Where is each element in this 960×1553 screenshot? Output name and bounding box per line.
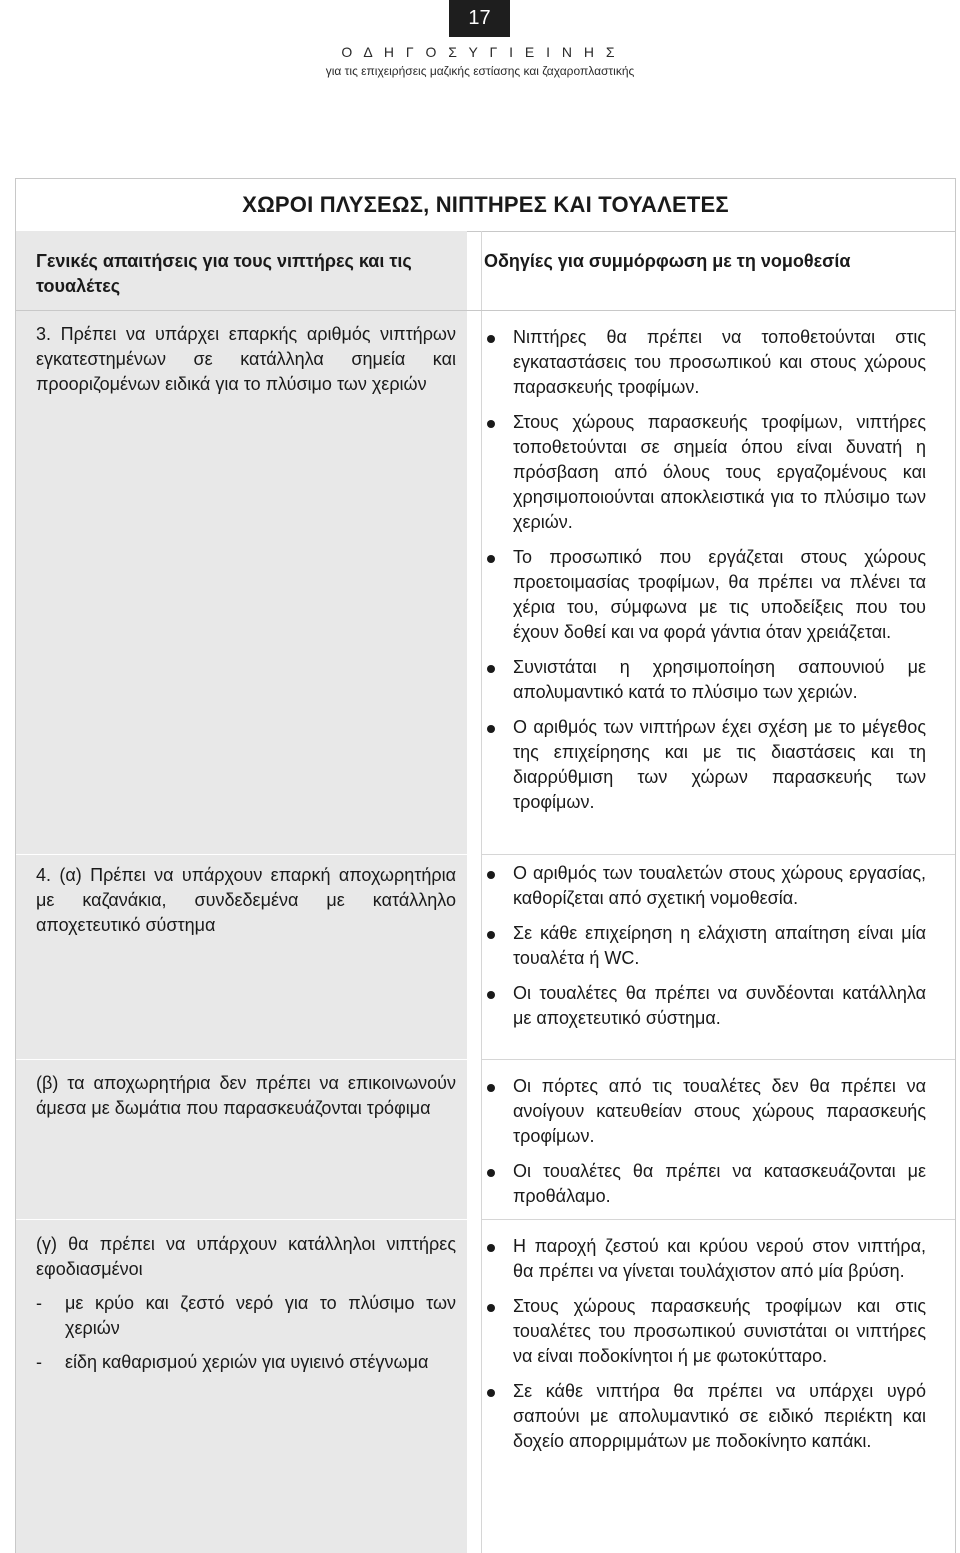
guidance-list-handwashing <box>484 325 926 825</box>
list-item <box>36 1291 456 1341</box>
list-item <box>484 981 926 1031</box>
requirement-3: 3. Πρέπει να υπάρχει επαρκής αριθμός νιπτήρων εγκατεστημένων σε κατάλληλα σημεία και προοριζομένων ειδικά για το πλύσιμο των χεριών <box>36 324 456 394</box>
page-number: 17 <box>449 0 510 37</box>
bullet-icon <box>487 420 495 428</box>
list-item <box>484 861 926 911</box>
list-item-text: Συνιστάται η χρησιμοποίηση σαπουνιού με απολυμαντικό κατά το πλύσιμο των χεριών. <box>513 657 926 702</box>
list-item <box>484 1159 926 1209</box>
guide-subtitle: για τις επιχειρήσεις μαζικής εστίασης και ζαχαροπλαστικής <box>325 64 635 78</box>
dash-marker: - <box>36 1352 42 1372</box>
requirements-table <box>15 178 956 1553</box>
bullet-icon <box>487 665 495 673</box>
section-title: ΧΩΡΟΙ ΠΛΥΣΕΩΣ, ΝΙΠΤΗΡΕΣ ΚΑΙ ΤΟΥΑΛΕΤΕΣ <box>16 179 955 232</box>
guidance-heading: Οδηγίες για συμμόρφωση με τη νομοθεσία <box>484 251 851 271</box>
bullet-icon <box>487 991 495 999</box>
guidance-list-toilets <box>484 861 926 1041</box>
list-item-text: Στους χώρους παρασκευής τροφίμων, νιπτήρες τοποθετούνται σε σημεία όπου είναι δυνατή η πρόσβαση από όλους τους εργαζομένους και χρησιμοποιούνται αποκλειστικά για το πλύσιμο των χεριών. <box>513 412 926 532</box>
bullet-icon <box>487 871 495 879</box>
column-divider <box>481 231 482 1553</box>
row-divider <box>482 1059 955 1060</box>
list-item-text: Σε κάθε επιχείρηση η ελάχιστη απαίτηση είναι μία τουαλέτα ή WC. <box>513 923 926 968</box>
bullet-icon <box>487 1169 495 1177</box>
requirement-4c-text: (γ) θα πρέπει να υπάρχουν κατάλληλοι νιπτήρες εφοδιασμένοι <box>36 1234 456 1279</box>
bullet-icon <box>487 1304 495 1312</box>
bullet-icon <box>487 335 495 343</box>
list-item-text: Οι πόρτες από τις τουαλέτες δεν θα πρέπει να ανοίγουν κατευθείαν στους χώρους παρασκευής τροφίμων. <box>513 1076 926 1146</box>
bullet-icon <box>487 931 495 939</box>
row-divider <box>16 1059 467 1060</box>
dash-marker: - <box>36 1293 42 1313</box>
bullet-icon <box>487 555 495 563</box>
list-item <box>484 1234 926 1284</box>
list-item <box>484 410 926 535</box>
list-item-text: Ο αριθμός των νιπτήρων έχει σχέση με το μέγεθος της επιχείρησης και με τις διαστάσεις και τη διαρρύθμιση των χώρων παρασκευής των τροφίμων. <box>513 717 926 812</box>
list-item <box>484 1379 926 1454</box>
requirement-4b: (β) τα αποχωρητήρια δεν πρέπει να επικοινωνούν άμεσα με δωμάτια που παρασκευάζονται τρόφιμα <box>36 1073 456 1118</box>
list-item <box>36 1350 456 1375</box>
guidance-list-toilet-doors <box>484 1074 926 1219</box>
guide-title: Ο Δ Η Γ Ο Σ Υ Γ Ι Ε Ι Ν Η Σ <box>341 44 619 60</box>
row-divider <box>482 854 955 855</box>
list-item-text: Οι τουαλέτες θα πρέπει να κατασκευάζονται με προθάλαμο. <box>513 1161 926 1206</box>
row-divider <box>16 1219 467 1220</box>
list-item <box>484 1294 926 1369</box>
list-item-text: Ο αριθμός των τουαλετών στους χώρους εργασίας, καθορίζεται από σχετική νομοθεσία. <box>513 863 926 908</box>
row-divider <box>16 854 467 855</box>
bullet-icon <box>487 1389 495 1397</box>
list-item <box>484 545 926 645</box>
guidance-list-washbasins <box>484 1234 926 1464</box>
list-item-text: Η παροχή ζεστού και κρύου νερού στον νιπτήρα, θα πρέπει να γίνεται τουλάχιστον από μία βρύση. <box>513 1236 926 1281</box>
list-item <box>484 1074 926 1149</box>
heading-divider <box>16 310 955 311</box>
requirement-4a: 4. (α) Πρέπει να υπάρχουν επαρκή αποχωρητήρια με καζανάκια, συνδεδεμένα με κατάλληλο αποχετευτικό σύστημα <box>36 865 456 935</box>
list-item-text: Σε κάθε νιπτήρα θα πρέπει να υπάρχει υγρό σαπούνι με απολυμαντικό σε ειδικό περιέκτη και δοχείο απορριμμάτων με ποδοκίνητο καπάκι. <box>513 1381 926 1451</box>
list-item <box>484 655 926 705</box>
requirements-heading: Γενικές απαιτήσεις για τους νιπτήρες και τις τουαλέτες <box>36 251 412 296</box>
list-item-text: είδη καθαρισμού χεριών για υγιεινό στέγνωμα <box>65 1352 429 1372</box>
bullet-icon <box>487 725 495 733</box>
list-item-text: Νιπτήρες θα πρέπει να τοποθετούνται στις εγκαταστάσεις του προσωπικού και στους χώρους παρασκευής τροφίμων. <box>513 327 926 397</box>
list-item <box>484 715 926 815</box>
list-item <box>484 921 926 971</box>
list-item-text: με κρύο και ζεστό νερό για το πλύσιμο των χεριών <box>65 1293 456 1338</box>
row-divider <box>482 1219 955 1220</box>
list-item-text: Οι τουαλέτες θα πρέπει να συνδέονται κατάλληλα με αποχετευτικό σύστημα. <box>513 983 926 1028</box>
list-item <box>484 325 926 400</box>
bullet-icon <box>487 1084 495 1092</box>
list-item-text: Το προσωπικό που εργάζεται στους χώρους προετοιμασίας τροφίμων, θα πρέπει να πλένει τα χέρια του, σύμφωνα με τις υποδείξεις που του έχουν δοθεί και να φορά γάντια όταν χρειάζεται. <box>513 547 926 642</box>
list-item-text: Στους χώρους παρασκευής τροφίμων και στις τουαλέτες του προσωπικού συνιστάται οι νιπτήρες να είναι ποδοκίνητοι ή με φωτοκύτταρο. <box>513 1296 926 1366</box>
requirement-4c <box>36 1232 456 1375</box>
bullet-icon <box>487 1244 495 1252</box>
